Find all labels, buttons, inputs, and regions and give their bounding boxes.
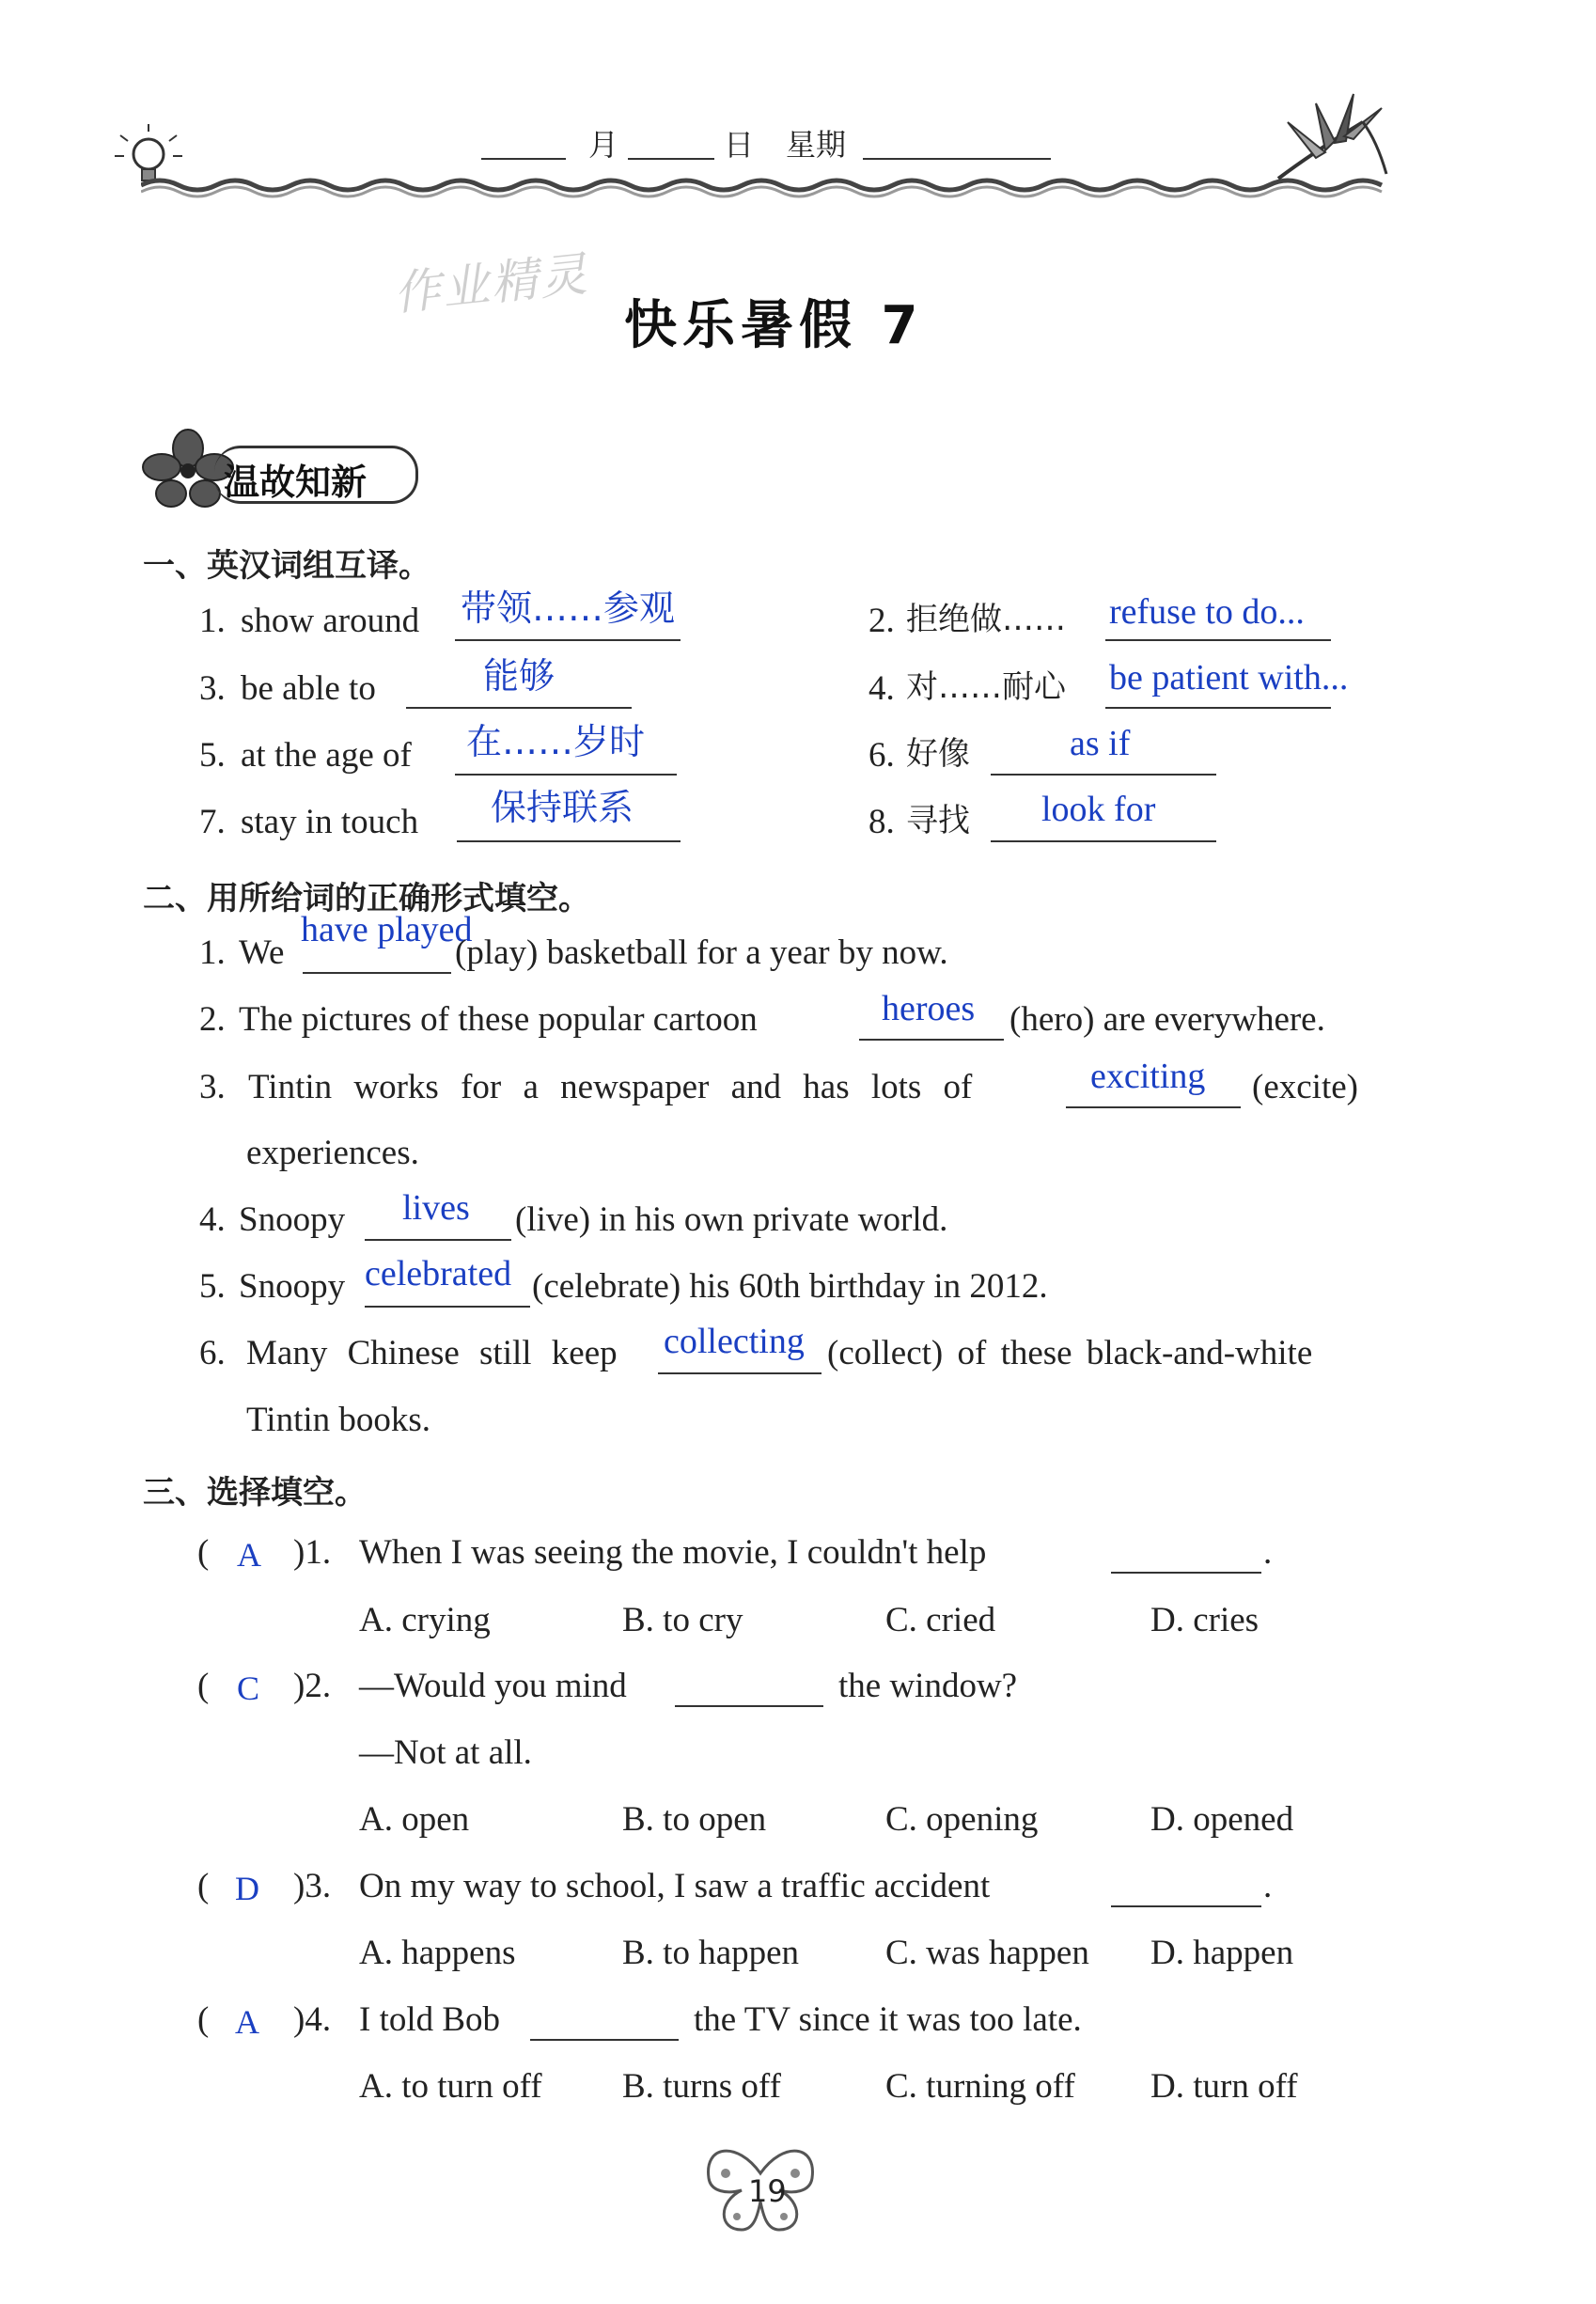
watermark: 作业精灵 (390, 246, 591, 321)
option-b[interactable]: B. to happen (622, 1934, 800, 1972)
question-text-before: Tintin works for a newspaper and has lots of (248, 1068, 973, 1106)
question-text-before: Many Chinese still keep (246, 1334, 618, 1372)
handwritten-answer: 带领……参观 (461, 588, 676, 629)
option-c[interactable]: C. turning off (885, 2067, 1075, 2106)
item-number: 5. (199, 736, 226, 775)
handwritten-answer: D (235, 1870, 259, 1907)
option-b[interactable]: B. turns off (622, 2067, 781, 2106)
answer-paren-open: ( (197, 1667, 210, 1705)
answer-blank[interactable] (406, 707, 632, 709)
option-d[interactable]: D. turn off (1150, 2067, 1298, 2106)
question-number: 5. (199, 1267, 226, 1306)
answer-blank[interactable] (457, 840, 681, 842)
question-text-after: (hero) are everywhere. (1009, 1000, 1325, 1039)
handwritten-answer: C (237, 1669, 260, 1707)
handwritten-answer: look for (1041, 790, 1156, 829)
question-number: 4. (199, 1200, 226, 1239)
option-d[interactable]: D. happen (1150, 1934, 1294, 1972)
question-text-after: (celebrate) his 60th birthday in 2012. (532, 1267, 1048, 1306)
answer-blank[interactable] (1105, 707, 1331, 709)
option-a[interactable]: A. to turn off (359, 2067, 542, 2106)
section1-heading: 一、英汉词组互译。 (143, 547, 430, 585)
month-label: 月 (588, 127, 619, 163)
question-number: 1. (199, 933, 226, 972)
question-stem-end: . (1263, 1867, 1273, 1905)
option-b[interactable]: B. to cry (622, 1601, 743, 1639)
answer-blank[interactable] (365, 1239, 511, 1241)
option-c[interactable]: C. opening (885, 1800, 1039, 1839)
day-blank[interactable] (628, 158, 714, 160)
handwritten-answer: A (235, 2003, 259, 2041)
option-c[interactable]: C. was happen (885, 1934, 1089, 1972)
item-prompt: 对……耐心 (906, 668, 1066, 706)
handwritten-answer: refuse to do... (1109, 592, 1305, 632)
question-stem: —Would you mind (359, 1667, 627, 1705)
handwritten-answer: 保持联系 (491, 787, 634, 828)
item-number: 3. (199, 669, 226, 708)
item-number: 2. (868, 602, 895, 640)
item-prompt: 寻找 (906, 802, 970, 839)
question-number: )2. (293, 1667, 332, 1705)
page-number: 19 (748, 2173, 787, 2209)
item-number: 6. (868, 736, 895, 775)
answer-blank[interactable] (455, 774, 677, 776)
handwritten-answer: heroes (882, 989, 976, 1028)
item-prompt: 好像 (906, 735, 970, 773)
answer-paren-open: ( (197, 2000, 210, 2039)
answer-paren-open: ( (197, 1867, 210, 1905)
question-text-continued: Tintin books. (246, 1401, 431, 1439)
handwritten-answer: exciting (1090, 1057, 1206, 1096)
option-a[interactable]: A. happens (359, 1934, 516, 1972)
header-ribbon (141, 171, 1391, 199)
item-number: 1. (199, 602, 226, 640)
item-prompt: be able to (241, 669, 376, 708)
question-text-after: (play) basketball for a year by now. (455, 933, 948, 972)
banner-label: 温故知新 (224, 462, 368, 503)
item-prompt: 拒绝做…… (906, 601, 1066, 638)
answer-blank[interactable] (1111, 1572, 1261, 1574)
question-number: )3. (293, 1867, 332, 1905)
page-title: 快乐暑假 7 (624, 295, 924, 356)
answer-blank[interactable] (1111, 1905, 1261, 1907)
question-stem: On my way to school, I saw a traffic accident (359, 1867, 991, 1905)
item-number: 8. (868, 803, 895, 841)
item-prompt: at the age of (241, 736, 412, 775)
reply-text: —Not at all. (359, 1733, 532, 1772)
day-label: 日 (724, 127, 755, 163)
question-text-after: (excite) (1252, 1068, 1358, 1106)
handwritten-answer: lives (402, 1188, 470, 1228)
question-number: )1. (293, 1533, 332, 1572)
section3-heading: 三、选择填空。 (143, 1474, 367, 1512)
answer-paren-open: ( (197, 1533, 210, 1572)
option-a[interactable]: A. crying (359, 1601, 491, 1639)
answer-blank[interactable] (675, 1705, 823, 1707)
answer-blank[interactable] (658, 1372, 821, 1374)
question-stem: I told Bob (359, 2000, 501, 2039)
question-text-after: (collect) of these black-and-white (827, 1334, 1313, 1372)
item-number: 7. (199, 803, 226, 841)
item-prompt: show around (241, 602, 420, 640)
handwritten-answer: be patient with... (1109, 658, 1349, 697)
option-d[interactable]: D. opened (1150, 1800, 1294, 1839)
option-d[interactable]: D. cries (1150, 1601, 1260, 1639)
handwritten-answer: as if (1070, 724, 1131, 763)
handwritten-answer: celebrated (365, 1254, 512, 1293)
question-number: )4. (293, 2000, 332, 2039)
question-number: 2. (199, 1000, 226, 1039)
question-text-before: Snoopy (239, 1267, 346, 1306)
item-prompt: stay in touch (241, 803, 419, 841)
question-number: 3. (199, 1068, 226, 1106)
section2-heading: 二、用所给词的正确形式填空。 (143, 880, 590, 917)
option-c[interactable]: C. cried (885, 1601, 996, 1639)
option-b[interactable]: B. to open (622, 1800, 767, 1839)
question-stem: When I was seeing the movie, I couldn't help (359, 1533, 987, 1572)
question-text-before: The pictures of these popular cartoon (239, 1000, 758, 1039)
weekday-label: 星期 (786, 127, 847, 163)
answer-blank[interactable] (530, 2039, 679, 2041)
option-a[interactable]: A. open (359, 1800, 470, 1839)
answer-blank[interactable] (991, 774, 1216, 776)
bird-of-paradise-flower-icon (1260, 85, 1391, 197)
weekday-blank[interactable] (863, 158, 1051, 160)
answer-blank[interactable] (1066, 1106, 1241, 1108)
answer-blank[interactable] (303, 972, 451, 974)
question-stem-end: the TV since it was too late. (694, 2000, 1082, 2039)
question-text-before: We (239, 933, 285, 972)
question-text-continued: experiences. (246, 1134, 419, 1172)
question-stem-end: . (1263, 1533, 1273, 1572)
item-number: 4. (868, 669, 895, 708)
handwritten-answer: A (237, 1536, 261, 1574)
answer-blank[interactable] (455, 639, 681, 641)
handwritten-answer: have played (301, 910, 473, 949)
question-stem-end: the window? (838, 1667, 1018, 1705)
handwritten-answer: 在……岁时 (466, 721, 646, 762)
answer-blank[interactable] (991, 840, 1216, 842)
handwritten-answer: collecting (664, 1322, 805, 1361)
month-blank[interactable] (481, 158, 566, 160)
question-text-before: Snoopy (239, 1200, 346, 1239)
answer-blank[interactable] (859, 1039, 1004, 1041)
handwritten-answer: 能够 (483, 655, 555, 697)
answer-blank[interactable] (365, 1306, 530, 1308)
question-number: 6. (199, 1334, 226, 1372)
answer-blank[interactable] (1105, 639, 1331, 641)
question-text-after: (live) in his own private world. (515, 1200, 948, 1239)
